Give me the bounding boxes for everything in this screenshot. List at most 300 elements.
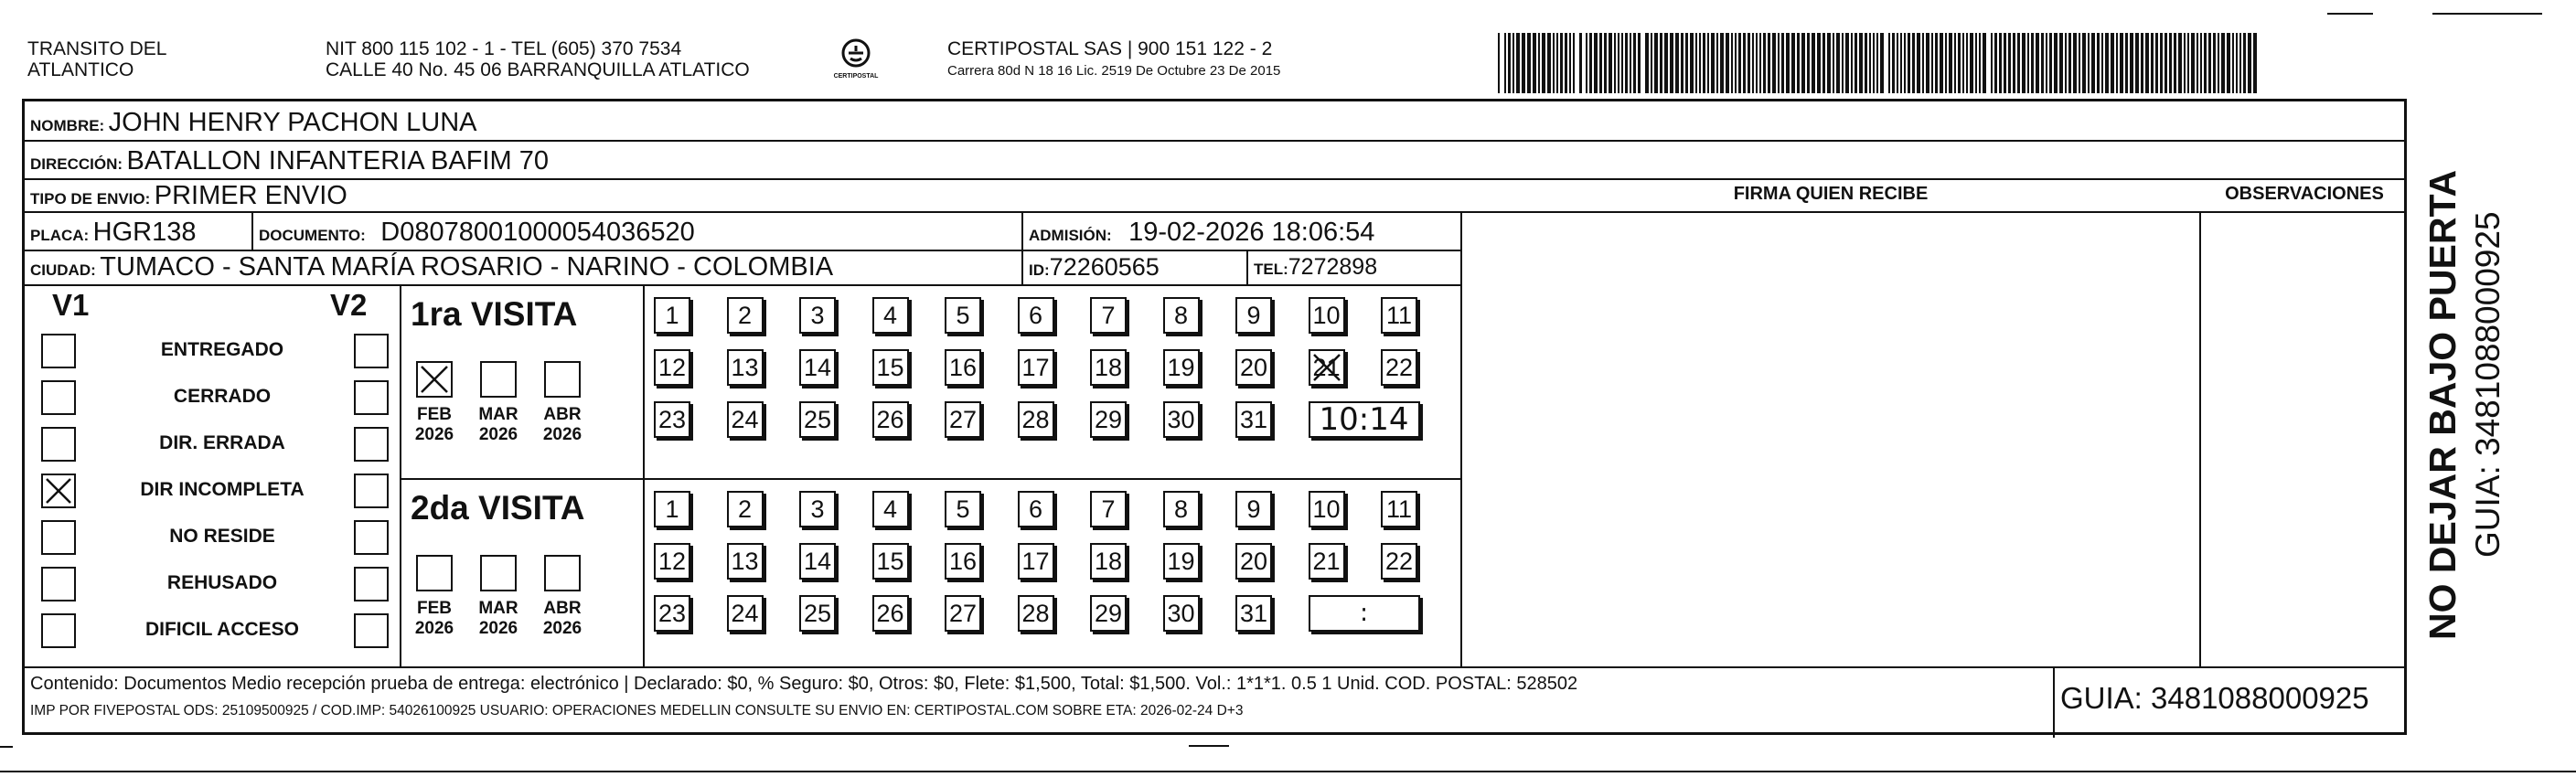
barcode-bar (1945, 33, 1947, 93)
tel-label: TEL: (1254, 261, 1288, 278)
certipostal-logo (828, 33, 883, 88)
barcode-bar (1772, 33, 1776, 93)
id-label: ID: (1029, 261, 1050, 279)
barcode-bar (1908, 33, 1910, 93)
barcode-bar (2243, 33, 2246, 93)
barcode-bar (1917, 33, 1920, 93)
barcode-bar (1512, 33, 1514, 93)
barcode-bar (2174, 33, 2176, 93)
barcode-bar (1681, 33, 1683, 93)
barcode-bar (1940, 33, 1943, 93)
placa-label: PLACA: (30, 227, 90, 244)
day-box[interactable]: 26 (872, 401, 909, 438)
barcode-bar (1752, 33, 1754, 93)
firma-header: FIRMA QUIEN RECIBE (1733, 184, 1929, 204)
barcode-bar (1756, 33, 1758, 93)
barcode-bar (1935, 33, 1938, 93)
day-box[interactable]: 21 (1309, 349, 1345, 386)
day-box[interactable]: 20 (1235, 543, 1272, 580)
day-box[interactable]: 27 (945, 595, 981, 632)
barcode-bar (1690, 33, 1694, 93)
first-visit-label: 1ra VISITA (411, 295, 578, 333)
barcode-bar (2236, 33, 2238, 93)
barcode-bar (1553, 33, 1555, 93)
v2-checkbox[interactable] (354, 567, 389, 601)
tipo-row (30, 180, 347, 216)
nombre-value: JOHN HENRY PACHON LUNA (108, 108, 477, 137)
month-label: ABR (543, 405, 582, 424)
barcode-bar (1855, 33, 1857, 93)
barcode-bar (2160, 33, 2163, 93)
barcode-bar (1527, 33, 1531, 93)
day-box[interactable]: 25 (799, 595, 836, 632)
barcode-bar (2065, 33, 2067, 93)
day-box[interactable]: 5 (945, 491, 981, 527)
day-box[interactable]: 4 (872, 297, 909, 334)
month-checkbox[interactable] (544, 555, 581, 591)
month-checkbox[interactable] (544, 361, 581, 398)
month-year: 2026 (542, 425, 583, 444)
barcode-bar (1630, 33, 1631, 93)
barcode-bar (1516, 33, 1520, 93)
barcode-bar (1966, 33, 1968, 93)
direccion-row (30, 145, 549, 181)
barcode-bar (2184, 33, 2186, 93)
second-visit-label: 2da VISITA (411, 489, 585, 527)
v2-label: V2 (330, 288, 368, 322)
courier-info (947, 38, 1280, 80)
day-box[interactable]: 3 (799, 297, 836, 334)
day-box[interactable]: 16 (945, 543, 981, 580)
issuer-nit: NIT 800 115 102 - 1 - TEL (605) 370 7534 (326, 38, 682, 59)
barcode-bar (1599, 33, 1602, 93)
day-box[interactable]: 10 (1309, 297, 1345, 334)
barcode-bar (1842, 33, 1844, 93)
reason-label: REHUSADO (166, 572, 278, 593)
barcode-bar (2169, 33, 2172, 93)
day-box[interactable]: 13 (727, 349, 764, 386)
barcode-bar (1975, 33, 1977, 93)
barcode-bar (1859, 33, 1863, 93)
rule-footer (25, 666, 2407, 668)
barcode-bar (1735, 33, 1737, 93)
barcode-bar (1786, 33, 1790, 93)
barcode-bar (1865, 33, 1867, 93)
reason-label: ENTREGADO (160, 339, 284, 360)
barcode-bar (2036, 33, 2039, 93)
barcode-bar (1560, 33, 1563, 93)
barcode-bar (1645, 33, 1649, 93)
barcode-bar (1926, 33, 1929, 93)
barcode-bar (2239, 33, 2241, 93)
tel-value: 7272898 (1288, 254, 1378, 280)
barcode-bar (1876, 33, 1878, 93)
barcode (1496, 33, 2261, 95)
v2-checkbox[interactable] (354, 474, 389, 508)
month-checkbox[interactable] (480, 555, 517, 591)
v1-checkbox[interactable] (41, 613, 76, 648)
issuer-name (27, 38, 166, 80)
barcode-bar (2049, 33, 2052, 93)
barcode-bar (1991, 33, 1993, 93)
day-box[interactable]: 17 (1018, 543, 1054, 580)
barcode-bar (1675, 33, 1679, 93)
barcode-bar (1720, 33, 1724, 93)
barcode-bar (1699, 33, 1701, 93)
barcode-bar (2197, 33, 2198, 93)
barcode-bar (2068, 33, 2071, 93)
barcode-bar (1999, 33, 2002, 93)
day-box[interactable]: 30 (1163, 401, 1200, 438)
barcode-bar (1573, 33, 1575, 93)
placa-cell (30, 217, 197, 252)
barcode-bar (2221, 33, 2225, 93)
day-box[interactable]: 8 (1163, 297, 1200, 334)
month-checkbox[interactable] (416, 361, 453, 398)
day-box[interactable]: 13 (727, 543, 764, 580)
barcode-bar (2208, 33, 2211, 93)
barcode-bar (2046, 33, 2047, 93)
barcode-bar (2022, 33, 2026, 93)
v2-checkbox[interactable] (354, 334, 389, 368)
reason-label: CERRADO (173, 386, 272, 407)
barcode-bar (2218, 33, 2219, 93)
barcode-bar (1651, 33, 1652, 93)
col-days-left (643, 284, 645, 666)
barcode-bar (1873, 33, 1875, 93)
day-box[interactable]: 23 (654, 401, 690, 438)
courier-company: CERTIPOSTAL SAS | 900 151 122 - 2 (947, 38, 1273, 59)
day-box[interactable]: 25 (799, 401, 836, 438)
month-label: MAR (478, 599, 518, 618)
day-box[interactable]: 12 (654, 543, 690, 580)
day-box[interactable]: 24 (727, 401, 764, 438)
month-checkbox[interactable] (416, 555, 453, 591)
col-firma-left (1460, 211, 1462, 666)
month-label: FEB (417, 405, 452, 424)
cut-mark (0, 746, 13, 748)
barcode-bar (1900, 33, 1902, 93)
day-box[interactable]: 21 (1309, 543, 1345, 580)
tel-cell (1254, 251, 1377, 286)
barcode-bar (1827, 33, 1831, 93)
v1-checkbox[interactable] (41, 380, 76, 415)
barcode-bar (1594, 33, 1598, 93)
col-visits-left (400, 284, 401, 666)
day-box[interactable]: 5 (945, 297, 981, 334)
barcode-bar (2145, 33, 2149, 93)
barcode-bar (1579, 33, 1582, 93)
day-box[interactable]: 18 (1090, 543, 1127, 580)
barcode-bar (2204, 33, 2207, 93)
barcode-bar (1763, 33, 1766, 93)
tipo-value: PRIMER ENVIO (154, 181, 347, 210)
reason-label: DIR. ERRADA (159, 432, 285, 453)
barcode-bar (1979, 33, 1981, 93)
ciudad-row (30, 251, 833, 287)
day-box[interactable]: 22 (1381, 349, 1417, 386)
issuer-contact (326, 38, 750, 80)
barcode-bar (2232, 33, 2234, 93)
barcode-bar (1904, 33, 1906, 93)
id-value: 72260565 (1049, 253, 1160, 281)
month-year: 2026 (542, 619, 583, 638)
v2-checkbox[interactable] (354, 613, 389, 648)
barcode-bar (1695, 33, 1697, 93)
month-label: FEB (417, 599, 452, 618)
day-box[interactable]: 18 (1090, 349, 1127, 386)
col-placa (251, 211, 253, 250)
top-rule-2 (2432, 13, 2542, 15)
day-box[interactable]: 15 (872, 349, 909, 386)
barcode-bar (1586, 33, 1587, 93)
month-checkbox[interactable] (480, 361, 517, 398)
day-box[interactable]: 11 (1381, 297, 1417, 334)
barcode-bar (1660, 33, 1662, 93)
barcode-bar (1748, 33, 1750, 93)
month-year: 2026 (414, 619, 454, 638)
barcode-bar (2178, 33, 2182, 93)
barcode-bar (2079, 33, 2080, 93)
col-tel (1246, 250, 1248, 284)
day-box[interactable]: 7 (1090, 297, 1127, 334)
barcode-bar (1781, 33, 1784, 93)
barcode-bar (1670, 33, 1673, 93)
day-box[interactable]: 24 (727, 595, 764, 632)
issuer-line-1: TRANSITO DEL (27, 38, 167, 59)
v1-checkbox[interactable] (41, 567, 76, 601)
barcode-bar (2111, 33, 2114, 93)
day-box[interactable]: 26 (872, 595, 909, 632)
tipo-label: TIPO DE ENVIO: (30, 190, 151, 208)
barcode-bar (2097, 33, 2100, 93)
rule-tipo (25, 211, 2407, 213)
v1-checkbox[interactable] (41, 520, 76, 555)
barcode-bar (2187, 33, 2189, 93)
barcode-bar (1625, 33, 1628, 93)
documento-cell (259, 217, 695, 252)
barcode-bar (2073, 33, 2077, 93)
barcode-bar (1609, 33, 1612, 93)
day-box[interactable]: 27 (945, 401, 981, 438)
barcode-bar (2125, 33, 2128, 93)
day-box[interactable]: 28 (1018, 401, 1054, 438)
barcode-bar (1892, 33, 1895, 93)
barcode-bar (1621, 33, 1623, 93)
barcode-bar (2088, 33, 2090, 93)
day-box[interactable]: 31 (1235, 401, 1272, 438)
month-label: ABR (543, 599, 582, 618)
barcode-bar (1685, 33, 1688, 93)
barcode-bar (1994, 33, 1997, 93)
barcode-bar (1869, 33, 1871, 93)
barcode-bar (1618, 33, 1619, 93)
day-box[interactable]: 6 (1018, 491, 1054, 527)
month-year: 2026 (478, 425, 518, 444)
barcode-bar (2135, 33, 2139, 93)
barcode-bar (1949, 33, 1952, 93)
day-box[interactable]: 9 (1235, 491, 1272, 527)
barcode-bar (2054, 33, 2058, 93)
barcode-bar (2004, 33, 2006, 93)
imp-text: IMP POR FIVEPOSTAL ODS: 25109500925 / COD.IMP: 54026100925 USUARIO: OPERACIONES MEDELLIN CONSULTE SU ENVIO EN: CERTIPOSTAL.COM SOBRE ETA: 2026-02-24 D+3 (30, 703, 1244, 718)
x-mark-icon (1310, 351, 1343, 384)
rule-visits (400, 478, 1460, 480)
day-box[interactable]: 16 (945, 349, 981, 386)
x-mark-icon (418, 363, 451, 396)
barcode-bar (1954, 33, 1956, 93)
barcode-bar (1897, 33, 1898, 93)
barcode-bar (2120, 33, 2123, 93)
month-year: 2026 (478, 619, 518, 638)
barcode-bar (1743, 33, 1746, 93)
barcode-bar (2101, 33, 2103, 93)
col-admision (1021, 211, 1023, 284)
no-dejar-warning: NO DEJAR BAJO PUERTA (2421, 169, 2464, 640)
center-mark (1189, 745, 1229, 747)
guide-form (22, 99, 2407, 735)
ciudad-value: TUMACO - SANTA MARÍA ROSARIO - NARINO - COLOMBIA (100, 252, 834, 282)
day-box[interactable]: 2 (727, 491, 764, 527)
day-box[interactable]: 1 (654, 297, 690, 334)
barcode-bar (2008, 33, 2011, 93)
admision-label: ADMISIÓN: (1029, 227, 1112, 244)
day-box[interactable]: 29 (1090, 595, 1127, 632)
day-box[interactable]: 19 (1163, 349, 1200, 386)
id-cell (1029, 251, 1160, 287)
reason-label: DIR INCOMPLETA (140, 479, 305, 500)
barcode-bar (1801, 33, 1805, 93)
day-box[interactable]: 30 (1163, 595, 1200, 632)
barcode-bar (1807, 33, 1810, 93)
day-box[interactable]: 15 (872, 543, 909, 580)
barcode-bar (2091, 33, 2095, 93)
day-box[interactable]: 22 (1381, 543, 1417, 580)
barcode-bar (1614, 33, 1616, 93)
day-box[interactable]: 11 (1381, 491, 1417, 527)
day-box[interactable]: 1 (654, 491, 690, 527)
barcode-bar (1836, 33, 1840, 93)
reason-label: NO RESIDE (169, 526, 275, 547)
day-box[interactable]: 23 (654, 595, 690, 632)
barcode-bar (1778, 33, 1780, 93)
reason-label: DIFICIL ACCESO (144, 619, 299, 640)
barcode-bar (1711, 33, 1715, 93)
time-box[interactable]: : (1309, 595, 1420, 632)
v1-checkbox[interactable] (41, 474, 76, 508)
day-box[interactable]: 20 (1235, 349, 1272, 386)
contenido-text: Contenido: Documentos Medio recepción prueba de entrega: electrónico | Declarado: $0, % Seguro: $0, Otros: $0, Flete: $1,500, Total: $1,500. Vol.: 1*1*1. 0.5 1 Unid. COD. POSTAL: 528502 (30, 674, 1578, 694)
barcode-bar (1538, 33, 1540, 93)
barcode-bar (2031, 33, 2034, 93)
barcode-bar (1833, 33, 1834, 93)
day-box[interactable]: 19 (1163, 543, 1200, 580)
barcode-bar (1542, 33, 1545, 93)
month-year: 2026 (414, 425, 454, 444)
day-box[interactable]: 6 (1018, 297, 1054, 334)
barcode-bar (2200, 33, 2202, 93)
barcode-bar (1707, 33, 1709, 93)
barcode-bar (2155, 33, 2158, 93)
col-obs-left (2199, 211, 2201, 666)
v1-checkbox[interactable] (41, 334, 76, 368)
barcode-bar (1759, 33, 1761, 93)
barcode-bar (1845, 33, 1849, 93)
barcode-bar (1604, 33, 1607, 93)
barcode-bar (1633, 33, 1636, 93)
day-box[interactable]: 3 (799, 491, 836, 527)
barcode-bar (2105, 33, 2109, 93)
footer-guia: GUIA: 3481088000925 (2060, 681, 2369, 715)
day-box[interactable]: 8 (1163, 491, 1200, 527)
day-box[interactable]: 31 (1235, 595, 1272, 632)
barcode-bar (2164, 33, 2167, 93)
barcode-bar (1556, 33, 1558, 93)
barcode-bar (1703, 33, 1705, 93)
barcode-bar (2248, 33, 2251, 93)
col-footer-guia (2053, 666, 2055, 738)
day-box[interactable]: 4 (872, 491, 909, 527)
barcode-bar (2151, 33, 2154, 93)
top-rule-1 (2327, 13, 2373, 15)
barcode-bar (2082, 33, 2086, 93)
admision-cell (1029, 217, 1374, 252)
logo-caption: CERTIPOSTAL (833, 73, 879, 80)
barcode-bar (1569, 33, 1571, 93)
barcode-bar (1726, 33, 1729, 93)
barcode-bar (1508, 33, 1511, 93)
day-box[interactable]: 17 (1018, 349, 1054, 386)
barcode-bar (2191, 33, 2195, 93)
placa-value: HGR138 (92, 218, 197, 247)
day-box[interactable]: 29 (1090, 401, 1127, 438)
barcode-bar (1880, 33, 1884, 93)
barcode-bar (1797, 33, 1800, 93)
direccion-value: BATALLON INFANTERIA BAFIM 70 (126, 146, 549, 176)
courier-address: Carrera 80d N 18 16 Lic. 2519 De Octubre 23 De 2015 (947, 63, 1281, 79)
ciudad-label: CIUDAD: (30, 261, 96, 279)
documento-label: DOCUMENTO: (259, 227, 366, 244)
day-box[interactable]: 14 (799, 349, 836, 386)
barcode-bar (1912, 33, 1915, 93)
barcode-bar (1533, 33, 1536, 93)
day-box[interactable]: 2 (727, 297, 764, 334)
v2-checkbox[interactable] (354, 380, 389, 415)
barcode-bar (1716, 33, 1718, 93)
nombre-label: NOMBRE: (30, 117, 105, 134)
barcode-bar (1817, 33, 1821, 93)
day-box[interactable]: 9 (1235, 297, 1272, 334)
barcode-bar (1738, 33, 1741, 93)
barcode-bar (1822, 33, 1825, 93)
logo-icon (828, 33, 883, 88)
month-label: MAR (478, 405, 518, 424)
v1-checkbox[interactable] (41, 427, 76, 462)
day-box[interactable]: 7 (1090, 491, 1127, 527)
day-box[interactable]: 14 (799, 543, 836, 580)
issuer-address: CALLE 40 No. 45 06 BARRANQUILLA ATLATICO (326, 59, 750, 80)
x-mark-icon (43, 475, 74, 506)
barcode-bar (1565, 33, 1567, 93)
day-box[interactable]: 12 (654, 349, 690, 386)
barcode-bar (2017, 33, 2020, 93)
time-box[interactable]: 10:14 (1309, 401, 1420, 438)
day-box[interactable]: 10 (1309, 491, 1345, 527)
v2-checkbox[interactable] (354, 427, 389, 462)
barcode-bar (1547, 33, 1551, 93)
day-box[interactable]: 28 (1018, 595, 1054, 632)
v2-checkbox[interactable] (354, 520, 389, 555)
